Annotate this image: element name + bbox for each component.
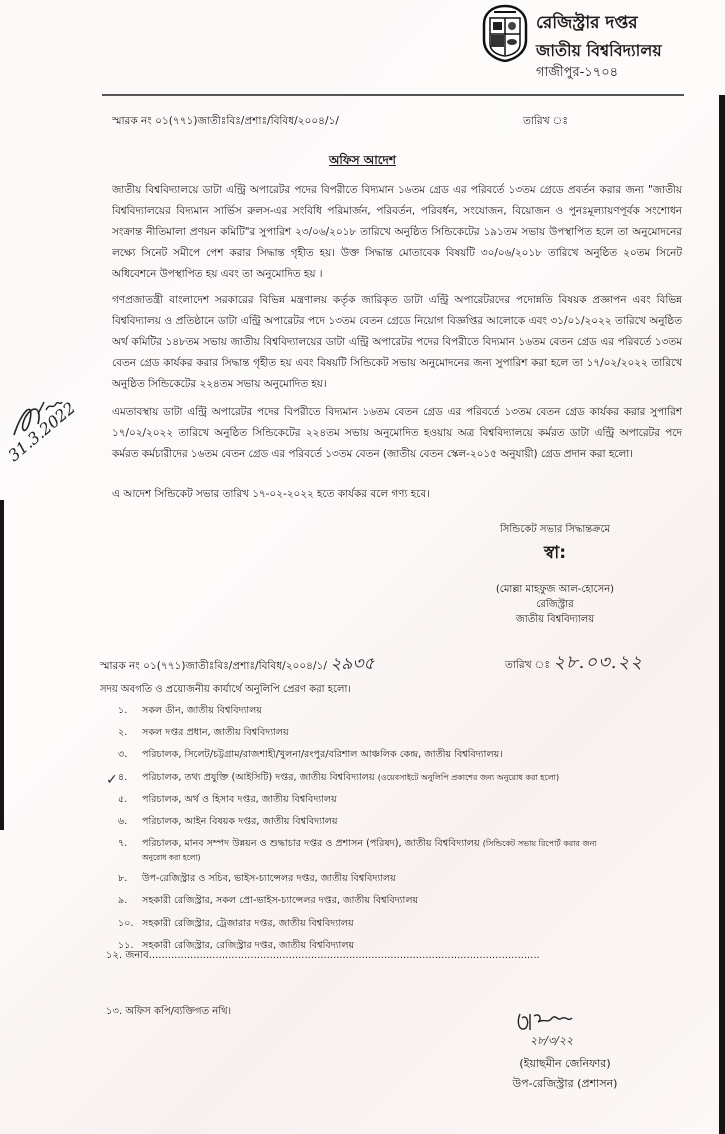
- scan-edge-right: [719, 95, 725, 1134]
- memo-reference: স্মারক নং ০১(৭৭১)জাতীঃবিঃ/প্রশাঃ/বিবিধ/২০০৪/১/: [112, 115, 339, 127]
- list-item-text: সকল ডীন, জাতীয় বিশ্ববিদ্যালয়: [142, 705, 262, 716]
- list-item: [118, 722, 688, 744]
- document-title: [0, 152, 725, 172]
- signatory2-handwritten-signature: [512, 1010, 592, 1050]
- body-paragraph-3: এমতাবস্থায় ডাটা এন্ট্রি অপারেটর পদের বিপরীতে বিদ্যমান ১৬তম বেতন গ্রেড এর পরিবর্তে ১৩তম বেতন গ্রেড কার্যকর করার সুপারিশ ১৭/০২/২০২২ তারিখে অনুষ্ঠিত সিন্ডিকেটের ২২৪তম সভায় অনুমোদিত হওয়ায় অত্র বিশ্ববিদ্যালয়ে কর্মরত ডাটা এন্ট্রি অপারেটর পদে কর্মরত কর্মচারীদের ১৬তম বেতন গ্রেড এর পরিবর্তে ১৩তম বেতন (জাতীয় বেতন স্কেল-২০১৫ অনুযায়ী) গ্রেড প্রদান করা হলো।: [112, 406, 682, 460]
- list-item-note: (ওয়েবসাইটে অনুলিপি প্রকাশের জন্য অনুরোধ করা হলো): [377, 772, 560, 782]
- university-name: জাতীয় বিশ্ববিদ্যালয়: [536, 41, 662, 60]
- list-item-text: উপ-রেজিস্ট্রার ও সচিব, ভাইস-চ্যান্সেলর দপ্তর, জাতীয় বিশ্ববিদ্যালয়: [142, 873, 396, 885]
- signatory1-signed-mark: স্বা:: [543, 543, 567, 563]
- checkmark-icon: ✓: [106, 771, 118, 788]
- list-item: [118, 811, 688, 833]
- list-item: [118, 868, 688, 890]
- list-item: [118, 833, 688, 868]
- list-item: [118, 789, 688, 811]
- copy-item-12: ১২. জনাব...........................................................................................................................: [106, 950, 540, 961]
- copy-reference-label: স্মারক নং ০১(৭৭১)জাতীঃবিঃ/প্রশাঃ/বিবিধ/২০০৪/১/: [100, 660, 327, 672]
- list-item-text: সহকারী রেজিস্ট্রার, ট্রেজারার দপ্তর, জাতীয় বিশ্ববিদ্যালয়: [142, 917, 354, 929]
- list-item: [118, 700, 688, 722]
- copy-reference-handwritten-number: ২৯৩৫: [330, 654, 375, 674]
- signatory1-designation: রেজিস্ট্রার: [536, 599, 574, 610]
- list-item-number: ৪.: [118, 771, 128, 783]
- list-item-number: ৫.: [118, 793, 128, 805]
- copy-date: [505, 648, 643, 679]
- list-item-text: পরিচালক, অর্থ ও হিসাব দপ্তর, জাতীয় বিশ্ববিদ্যালয়: [142, 793, 337, 805]
- list-item-number: ১.: [118, 705, 128, 716]
- header-divider: [102, 94, 684, 96]
- list-item-text: পরিচালক, সিলেট/চট্টগ্রাম/রাজশাহী/খুলনা/রংপুর/বরিশাল আঞ্চলিক কেন্দ্র, জাতীয় বিশ্ববিদ্যালয়।: [142, 749, 503, 761]
- memo-date-label: তারিখ ঃ: [523, 115, 568, 127]
- signatory2-designation: উপ-রেজিস্ট্রার (প্রশাসন): [512, 1077, 618, 1090]
- list-item-number: ৩.: [118, 749, 128, 761]
- list-item-number: ৯.: [118, 895, 128, 907]
- list-item-number: ৭.: [118, 838, 128, 850]
- office-name: রেজিস্ট্রার দপ্তর: [536, 13, 638, 33]
- signatory1-authority: সিন্ডিকেট সভার সিদ্ধান্তক্রমে: [499, 524, 611, 535]
- list-item-number: ১১.: [118, 939, 134, 951]
- copy-recipient-list: [106, 700, 688, 957]
- list-item-text: পরিচালক, মানব সম্পদ উন্নয়ন ও শুদ্ধাচার দপ্তর ও প্রশাসন (পরিষদ), জাতীয় বিশ্ববিদ্যালয়: [142, 838, 480, 850]
- university-address: গাজীপুর-১৭০৪: [536, 65, 619, 80]
- list-item: [118, 744, 688, 766]
- list-item-number: ৮.: [118, 873, 128, 885]
- list-item-text: পরিচালক, আইন বিষয়ক দপ্তর, জাতীয় বিশ্ববিদ্যালয়: [142, 816, 338, 828]
- body-paragraph-4: এ আদেশ সিন্ডিকেট সভার তারিখ ১৭-০২-২০২২ হতে কার্যকর বলে গণ্য হবে।: [112, 488, 430, 500]
- list-item: [118, 913, 688, 935]
- signatory1-name: (মোল্লা মাহফুজ আল-হোসেন): [495, 584, 615, 595]
- body-paragraph-1: জাতীয় বিশ্ববিদ্যালয়ে ডাটা এন্ট্রি অপারেটর পদের বিপরীতে বিদ্যমান ১৬তম গ্রেড এর পরিবর্তে ১৩তম গ্রেডে প্রবর্তন করার জন্য "জাতীয় বিশ্ববিদ্যালয়ের বিদ্যমান সার্ভিস রুলস-এর সংবিধি পরিমার্জন, পরিবর্তন, পরিবর্ধন, সংযোজন, বিয়োজন ও পুনঃমূল্যায়ণপূর্বক সংশোধন সংক্রান্ত নীতিমালা প্রণয়ন কমিটি"র সুপারিশ ২৩/০৬/২০১৮ তারিখে অনুষ্ঠিত সিন্ডিকেটের ১৯১তম সভায় উপস্থাপিত হলে তা অনুমোদনের লক্ষ্যে সিনেট সমীপে পেশ করার সিদ্ধান্ত গৃহীত হয়। উক্ত সিদ্ধান্ত মোতাবেক বিষয়টি ৩০/০৬/২০১৮ তারিখে অনুষ্ঠিত ২০তম সিনেট অধিবেশনে উপস্থাপিত হয় এবং তা অনুমোদিত হয় ।: [112, 184, 682, 280]
- list-item-note-continued: অনুরোধ করা হলো): [142, 853, 201, 863]
- copy-item-13: ১৩. অফিস কপি/ব্যক্তিগত নথি।: [106, 1006, 232, 1017]
- list-item-number: ২.: [118, 727, 128, 739]
- document-title-text: অফিস আদেশ: [329, 153, 396, 167]
- copy-date-handwritten: ২৮.০৩.২২: [553, 652, 643, 673]
- list-item-text: পরিচালক, তথ্য প্রযুক্তি (আইসিটি) দপ্তর, জাতীয় বিশ্ববিদ্যালয়: [142, 771, 375, 783]
- copy-date-label: তারিখ ঃ: [505, 659, 550, 671]
- signatory2-signature-date: ২৮/৩/২২: [530, 1034, 574, 1047]
- signatory1-institution: জাতীয় বিশ্ববিদ্যালয়: [515, 614, 595, 625]
- signatory2-name: (ইয়াছমীন জেনিফার): [519, 1057, 611, 1070]
- scan-edge-left: [0, 500, 4, 830]
- margin-note-date: 31.3.2022: [4, 398, 79, 466]
- copy-memo-reference: [100, 651, 374, 679]
- university-seal-icon: [480, 4, 530, 62]
- list-item-text: সহকারী রেজিস্ট্রার, রেজিস্ট্রার দপ্তর, জাতীয় বিশ্ববিদ্যালয়: [142, 939, 355, 951]
- margin-handwritten-initials: [4, 380, 94, 470]
- list-item: [118, 890, 688, 912]
- list-item-text: সকল দপ্তর প্রধান, জাতীয় বিশ্ববিদ্যালয়: [142, 727, 289, 739]
- list-item-note: (সিন্ডিকেট সভায় রিপোর্ট করার জন্য: [482, 839, 597, 849]
- copy-intro: সদয় অবগতি ও প্রয়োজনীয় কার্যার্থে অনুলিপি প্রেরণ করা হলো।: [100, 684, 351, 695]
- body-paragraph-2: গণপ্রজাতন্ত্রী বাংলাদেশ সরকারের বিভিন্ন মন্ত্রণালয় কর্তৃক জারিকৃত ডাটা এন্ট্রি অপারেটরদের পদোন্নতি বিষয়ক প্রজ্ঞাপন এবং বিভিন্ন বিশ্ববিদ্যালয় ও প্রতিষ্ঠানে ডাটা এন্ট্রি অপারেটর পদে ১৩তম বেতন গ্রেডে নিয়োগ বিজ্ঞপ্তির আলোকে এবং ৩১/০১/২০২২ তারিখে অনুষ্ঠিত অর্থ কমিটির ১৪৮তম সভায় জাতীয় বিশ্ববিদ্যালয়ের ডাটা এন্ট্রি অপারেটর পদের বিপরীতে বিদ্যমান ১৬তম বেতন গ্রেড এর পরিবর্তে ১৩তম বেতন গ্রেড কার্যকর করার সিদ্ধান্ত গৃহীত হয় এবং বিষয়টি সিন্ডিকেট সভায় অনুমোদনের জন্য সুপারিশ করা হলে তা ১৭/০২/২০২২ তারিখে অনুষ্ঠিত সিন্ডিকেটের ২২৪তম সভায় অনুমোদিত হয়।: [112, 294, 682, 390]
- list-item-number: ১০.: [118, 917, 134, 929]
- list-item: [106, 767, 688, 789]
- list-item-text: সহকারী রেজিস্ট্রার, সকল প্রো-ভাইস-চ্যান্সেলর দপ্তর, জাতীয় বিশ্ববিদ্যালয়: [142, 895, 419, 907]
- list-item-number: ৬.: [118, 816, 128, 828]
